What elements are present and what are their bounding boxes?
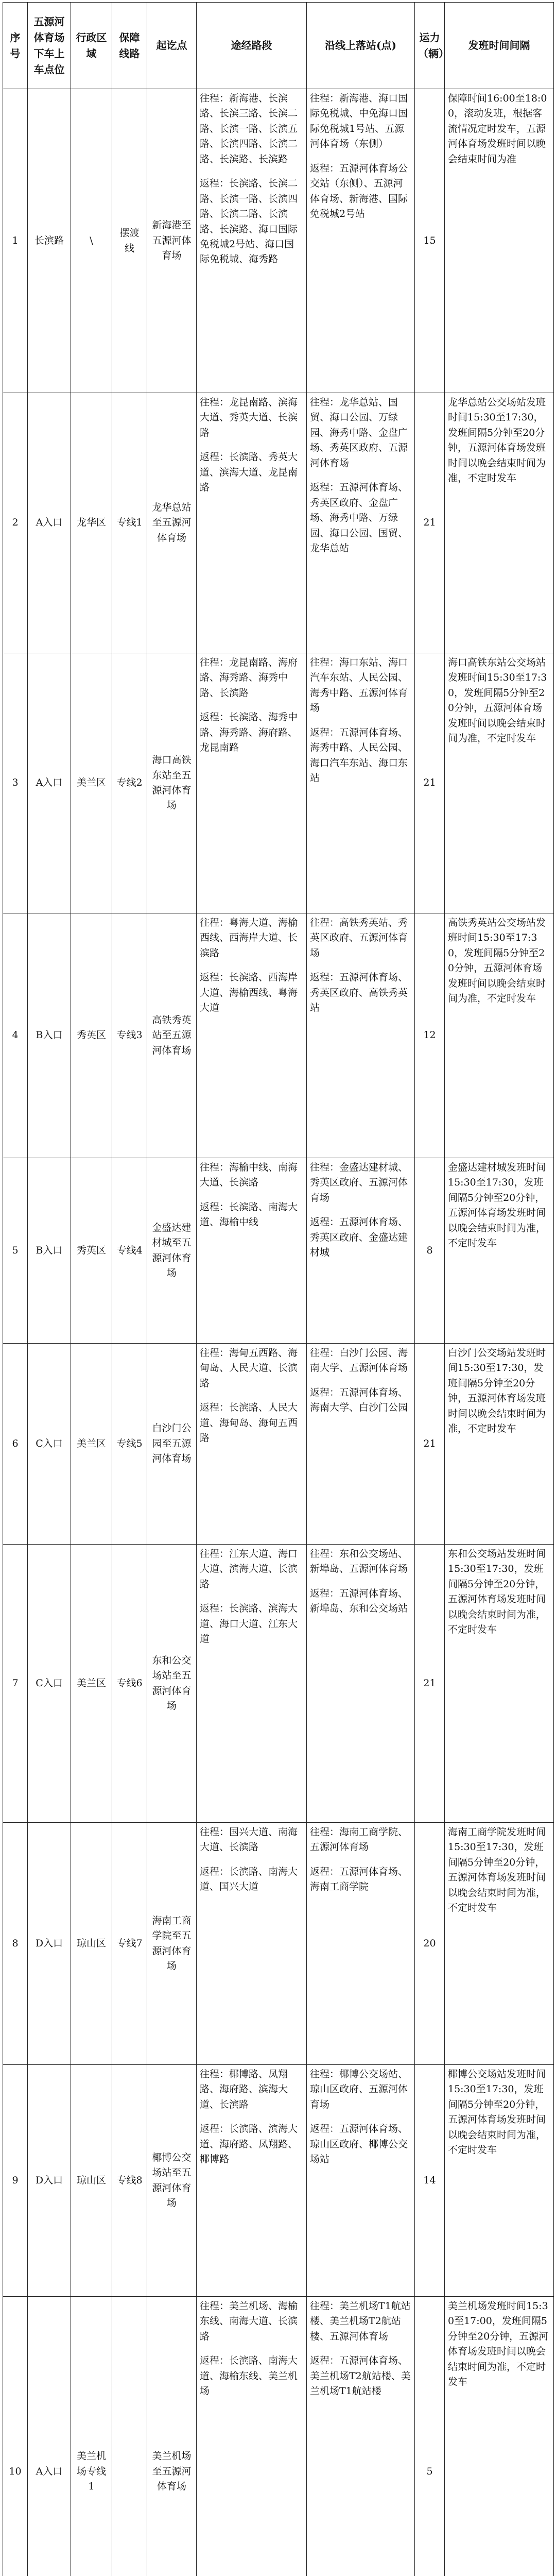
stop-text: 返程：五源河体育场公交站（东侧）、五源河体育场、新海港、国际免税城2号站 [310, 162, 408, 220]
cell-capacity: 8 [415, 1158, 445, 1344]
stop-text: 返程：五源河体育场、新埠岛、东和公交场站 [310, 1587, 408, 1615]
cell-point: A入口 [28, 2297, 71, 2576]
cell-line: 专线5 [112, 1344, 147, 1545]
cell-point: D入口 [28, 1823, 71, 2065]
cell-no: 4 [3, 913, 28, 1158]
cell-route [197, 393, 307, 653]
route-text: 返程：长滨路、秀英大道、滨海大道、龙昆南路 [200, 451, 298, 494]
route-text: 往程：海榆中线、南海大道、长滨路 [200, 1162, 298, 1189]
route-text: 往程：新海港、长滨路、长滨三路、长滨二路、长滨一路、长滨五路、长滨四路、长滨二路、长滨路、长滨路 [200, 93, 298, 165]
cell-district: 美兰区 [71, 1344, 112, 1545]
route-text: 往程：粤海大道、海榆西线、西海岸大道、长滨路 [200, 917, 298, 959]
cell-schedule: 美兰机场发班时间15:30至17:00，发班间隔5分钟至20分钟，五源河体育场发班时间以晚会结束时间为准，不定时发车 [445, 2297, 554, 2576]
table-row [3, 1158, 554, 1344]
stop-text: 往程：海口东站、海口汽车东站、人民公园、海秀中路、五源河体育场 [310, 657, 408, 714]
cell-line: 专线8 [112, 2065, 147, 2297]
stop-text: 往程：白沙门公园、海南大学、五源河体育场 [310, 1347, 408, 1374]
cell-district: 美兰区 [71, 1545, 112, 1823]
cell-capacity: 12 [415, 913, 445, 1158]
cell-endpoints: 椰博公交场站至五源河体育场 [147, 2065, 197, 2297]
route-text: 往程：龙昆南路、海府路、海秀路、海秀中路、长滨路 [200, 657, 298, 699]
route-text: 返程：长滨路、海秀中路、海秀路、海府路、龙昆南路 [200, 711, 298, 754]
cell-route [197, 1823, 307, 2065]
stop-text: 往程：美兰机场T1航站楼、美兰机场T2航站楼、五源河体育场 [310, 2300, 411, 2342]
header-schedule: 发班时间间隔 [445, 3, 554, 89]
stop-text: 返程：五源河体育场、秀英区政府、金盛达建材城 [310, 1216, 408, 1259]
header-no: 序号 [3, 3, 28, 89]
cell-endpoints: 新海港至五源河体育场 [147, 89, 197, 393]
cell-endpoints: 海南工商学院至五源河体育场 [147, 1823, 197, 2065]
route-text: 往程：椰博路、凤翔路、海府路、滨海大道、长滨路 [200, 2069, 288, 2110]
route-text: 返程：长滨路、西海岸大道、海榆西线、粤海大道 [200, 972, 298, 1014]
cell-schedule: 龙华总站公交场站发班时间15:30至17:30，发班间隔5分钟至20分钟，五源河体育场发班时间以晚会结束时间为准，不定时发车 [445, 393, 554, 653]
cell-line: 专线1 [112, 393, 147, 653]
header-row [3, 3, 554, 89]
stop-text: 往程：海南工商学院、五源河体育场 [310, 1826, 408, 1853]
route-text: 返程：长滨路、南海大道、海榆东线、美兰机场 [200, 2355, 298, 2397]
route-text: 往程：美兰机场、海榆东线、南海大道、长滨路 [200, 2300, 298, 2342]
cell-schedule: 海口高铁东站公交场站发班时间15:30至17:30，发班间隔5分钟至20分钟，五源河体育场发班时间以晚会结束时间为准，不定时发车 [445, 653, 554, 913]
cell-schedule: 高铁秀英站公交场站发班时间15:30至17:30，发班间隔5分钟至20分钟，五源河体育场发班时间以晚会结束时间为准，不定时发车 [445, 913, 554, 1158]
cell-point: B入口 [28, 913, 71, 1158]
cell-stops [307, 653, 415, 913]
cell-stops [307, 913, 415, 1158]
cell-no: 3 [3, 653, 28, 913]
cell-line: 专线3 [112, 913, 147, 1158]
bus-schedule-table [3, 2, 554, 2576]
cell-no: 5 [3, 1158, 28, 1344]
cell-no: 9 [3, 2065, 28, 2297]
route-text: 往程：国兴大道、南海大道、长滨路 [200, 1826, 298, 1853]
cell-endpoints: 高铁秀英站至五源河体育场 [147, 913, 197, 1158]
cell-point: A入口 [28, 653, 71, 913]
cell-district: 秀英区 [71, 1158, 112, 1344]
header-capacity: 运力（辆） [415, 3, 445, 89]
route-text: 返程：长滨路、人民大道、海甸岛、海甸五西路 [200, 1402, 298, 1444]
cell-no: 1 [3, 89, 28, 393]
cell-district: 美兰区 [71, 653, 112, 913]
cell-district: \ [71, 89, 112, 393]
cell-stops [307, 2065, 415, 2297]
stop-text: 返程：五源河体育场、海秀中路、人民公园、海口汽车东站、海口东站 [310, 726, 408, 784]
table-row [3, 1344, 554, 1545]
header-line: 保障线路 [112, 3, 147, 89]
table-row [3, 1545, 554, 1823]
header-endpoints: 起讫点 [147, 3, 197, 89]
cell-capacity: 14 [415, 2065, 445, 2297]
route-text: 返程：长滨路、长滨二路、长滨一路、长滨四路、长滨二路、长滨路、长滨路、海口国际免税城2号站、海口国际免税城、海秀路 [200, 178, 298, 265]
cell-point: C入口 [28, 1545, 71, 1823]
cell-capacity: 21 [415, 1344, 445, 1545]
cell-line [112, 2297, 147, 2576]
cell-endpoints: 海口高铁东站至五源河体育场 [147, 653, 197, 913]
table-row [3, 2297, 554, 2576]
cell-route [197, 653, 307, 913]
table-row [3, 1823, 554, 2065]
cell-capacity: 21 [415, 653, 445, 913]
cell-route [197, 1158, 307, 1344]
header-stops: 沿线上落站(点) [307, 3, 415, 89]
cell-line: 专线6 [112, 1545, 147, 1823]
table-row [3, 393, 554, 653]
route-text: 返程：长滨路、滨海大道、海府路、凤翔路、椰博路 [200, 2123, 298, 2165]
cell-stops [307, 1344, 415, 1545]
route-text: 往程：龙昆南路、滨海大道、秀英大道、长滨路 [200, 397, 298, 438]
cell-line: 摆渡线 [112, 89, 147, 393]
cell-district: 秀英区 [71, 913, 112, 1158]
cell-route [197, 1545, 307, 1823]
stop-text: 往程：高铁秀英站、秀英区政府、五源河体育场 [310, 917, 408, 959]
table-row [3, 653, 554, 913]
cell-capacity: 21 [415, 1545, 445, 1823]
cell-district: 琼山区 [71, 2065, 112, 2297]
route-text: 返程：长滨路、南海大道、国兴大道 [200, 1866, 298, 1893]
cell-endpoints: 美兰机场至五源河体育场 [147, 2297, 197, 2576]
cell-stops [307, 1545, 415, 1823]
stop-text: 往程：金盛达建材城、秀英区政府、五源河体育场 [310, 1162, 408, 1204]
cell-capacity: 20 [415, 1823, 445, 2065]
cell-capacity: 21 [415, 393, 445, 653]
cell-stops [307, 89, 415, 393]
cell-point: D入口 [28, 2065, 71, 2297]
cell-route [197, 89, 307, 393]
cell-district: 龙华区 [71, 393, 112, 653]
stop-text: 返程：五源河体育场、秀英区政府、金盘广场、海秀中路、万绿园、海口公园、国贸、龙华总站 [310, 482, 408, 554]
cell-endpoints: 金盛达建材城至五源河体育场 [147, 1158, 197, 1344]
cell-capacity: 15 [415, 89, 445, 393]
cell-point: B入口 [28, 1158, 71, 1344]
header-district: 行政区域 [71, 3, 112, 89]
cell-schedule: 海南工商学院发班时间15:30至17:30，发班间隔5分钟至20分钟，五源河体育场发班时间以晚会结束时间为准，不定时发车 [445, 1823, 554, 2065]
cell-endpoints: 白沙门公园至五源河体育场 [147, 1344, 197, 1545]
cell-point: 长滨路 [28, 89, 71, 393]
cell-schedule: 保障时间16:00至18:00，滚动发班，根据客流情况定时发车，五源河体育场发班时间以晚会结束时间为准 [445, 89, 554, 393]
table-row [3, 2065, 554, 2297]
header-point: 五源河体育场下车上车点位 [28, 3, 71, 89]
cell-no: 6 [3, 1344, 28, 1545]
stop-text: 返程：五源河体育场、海南大学、白沙门公园 [310, 1386, 408, 1414]
stop-text: 返程：五源河体育场、美兰机场T2航站楼、美兰机场T1航站楼 [310, 2355, 411, 2397]
stop-text: 往程：椰博公交场站、琼山区政府、五源河体育场 [310, 2069, 408, 2110]
route-text: 返程：长滨路、南海大道、海榆中线 [200, 1201, 298, 1228]
stop-text: 往程：东和公交场站、新埠岛、五源河体育场 [310, 1548, 408, 1575]
cell-stops [307, 393, 415, 653]
cell-route [197, 2065, 307, 2297]
cell-no: 7 [3, 1545, 28, 1823]
cell-line: 专线7 [112, 1823, 147, 2065]
cell-capacity: 5 [415, 2297, 445, 2576]
cell-point: A入口 [28, 393, 71, 653]
route-text: 返程：长滨路、滨海大道、海口大道、江东大道 [200, 1603, 298, 1645]
cell-no: 10 [3, 2297, 28, 2576]
cell-district: 美兰机场专线1 [71, 2297, 112, 2576]
cell-schedule: 东和公交场站发班时间15:30至17:30，发班间隔5分钟至20分钟，五源河体育场发班时间以晚会结束时间为准，不定时发车 [445, 1545, 554, 1823]
cell-stops [307, 1823, 415, 2065]
cell-endpoints: 东和公交场站至五源河体育场 [147, 1545, 197, 1823]
cell-route [197, 913, 307, 1158]
cell-schedule: 椰博公交场站发班时间15:30至17:30，发班间隔5分钟至20分钟，五源河体育场发班时间以晚会结束时间为准，不定时发车 [445, 2065, 554, 2297]
stop-text: 往程：新海港、海口国际免税城、中免海口国际免税城1号站、五源河体育场（东侧） [310, 93, 408, 150]
cell-route [197, 2297, 307, 2576]
cell-endpoints: 龙华总站至五源河体育场 [147, 393, 197, 653]
stop-text: 返程：五源河体育场、秀英区政府、高铁秀英站 [310, 972, 408, 1014]
cell-no: 8 [3, 1823, 28, 2065]
route-text: 往程：江东大道、海口大道、滨海大道、长滨路 [200, 1548, 298, 1590]
table-row [3, 913, 554, 1158]
stop-text: 往程：龙华总站、国贸、海口公园、万绿园、海秀中路、金盘广场、秀英区政府、五源河体育场 [310, 397, 408, 469]
cell-stops [307, 2297, 415, 2576]
cell-route [197, 1344, 307, 1545]
cell-schedule: 白沙门公交场站发班时间15:30至17:30，发班间隔5分钟至20分钟，五源河体育场发班时间以晚会结束时间为准，不定时发车 [445, 1344, 554, 1545]
header-route: 途经路段 [197, 3, 307, 89]
cell-line: 专线2 [112, 653, 147, 913]
cell-line: 专线4 [112, 1158, 147, 1344]
cell-schedule: 金盛达建材城发班时间15:30至17:30，发班间隔5分钟至20分钟，五源河体育场发班时间以晚会结束时间为准，不定时发车 [445, 1158, 554, 1344]
stop-text: 返程：五源河体育场、海南工商学院 [310, 1866, 408, 1893]
cell-point: C入口 [28, 1344, 71, 1545]
cell-district: 琼山区 [71, 1823, 112, 2065]
cell-stops [307, 1158, 415, 1344]
route-text: 往程：海甸五西路、海甸岛、人民大道、长滨路 [200, 1347, 298, 1389]
table-row [3, 89, 554, 393]
cell-no: 2 [3, 393, 28, 653]
stop-text: 返程：五源河体育场、琼山区政府、椰博公交场站 [310, 2123, 408, 2165]
